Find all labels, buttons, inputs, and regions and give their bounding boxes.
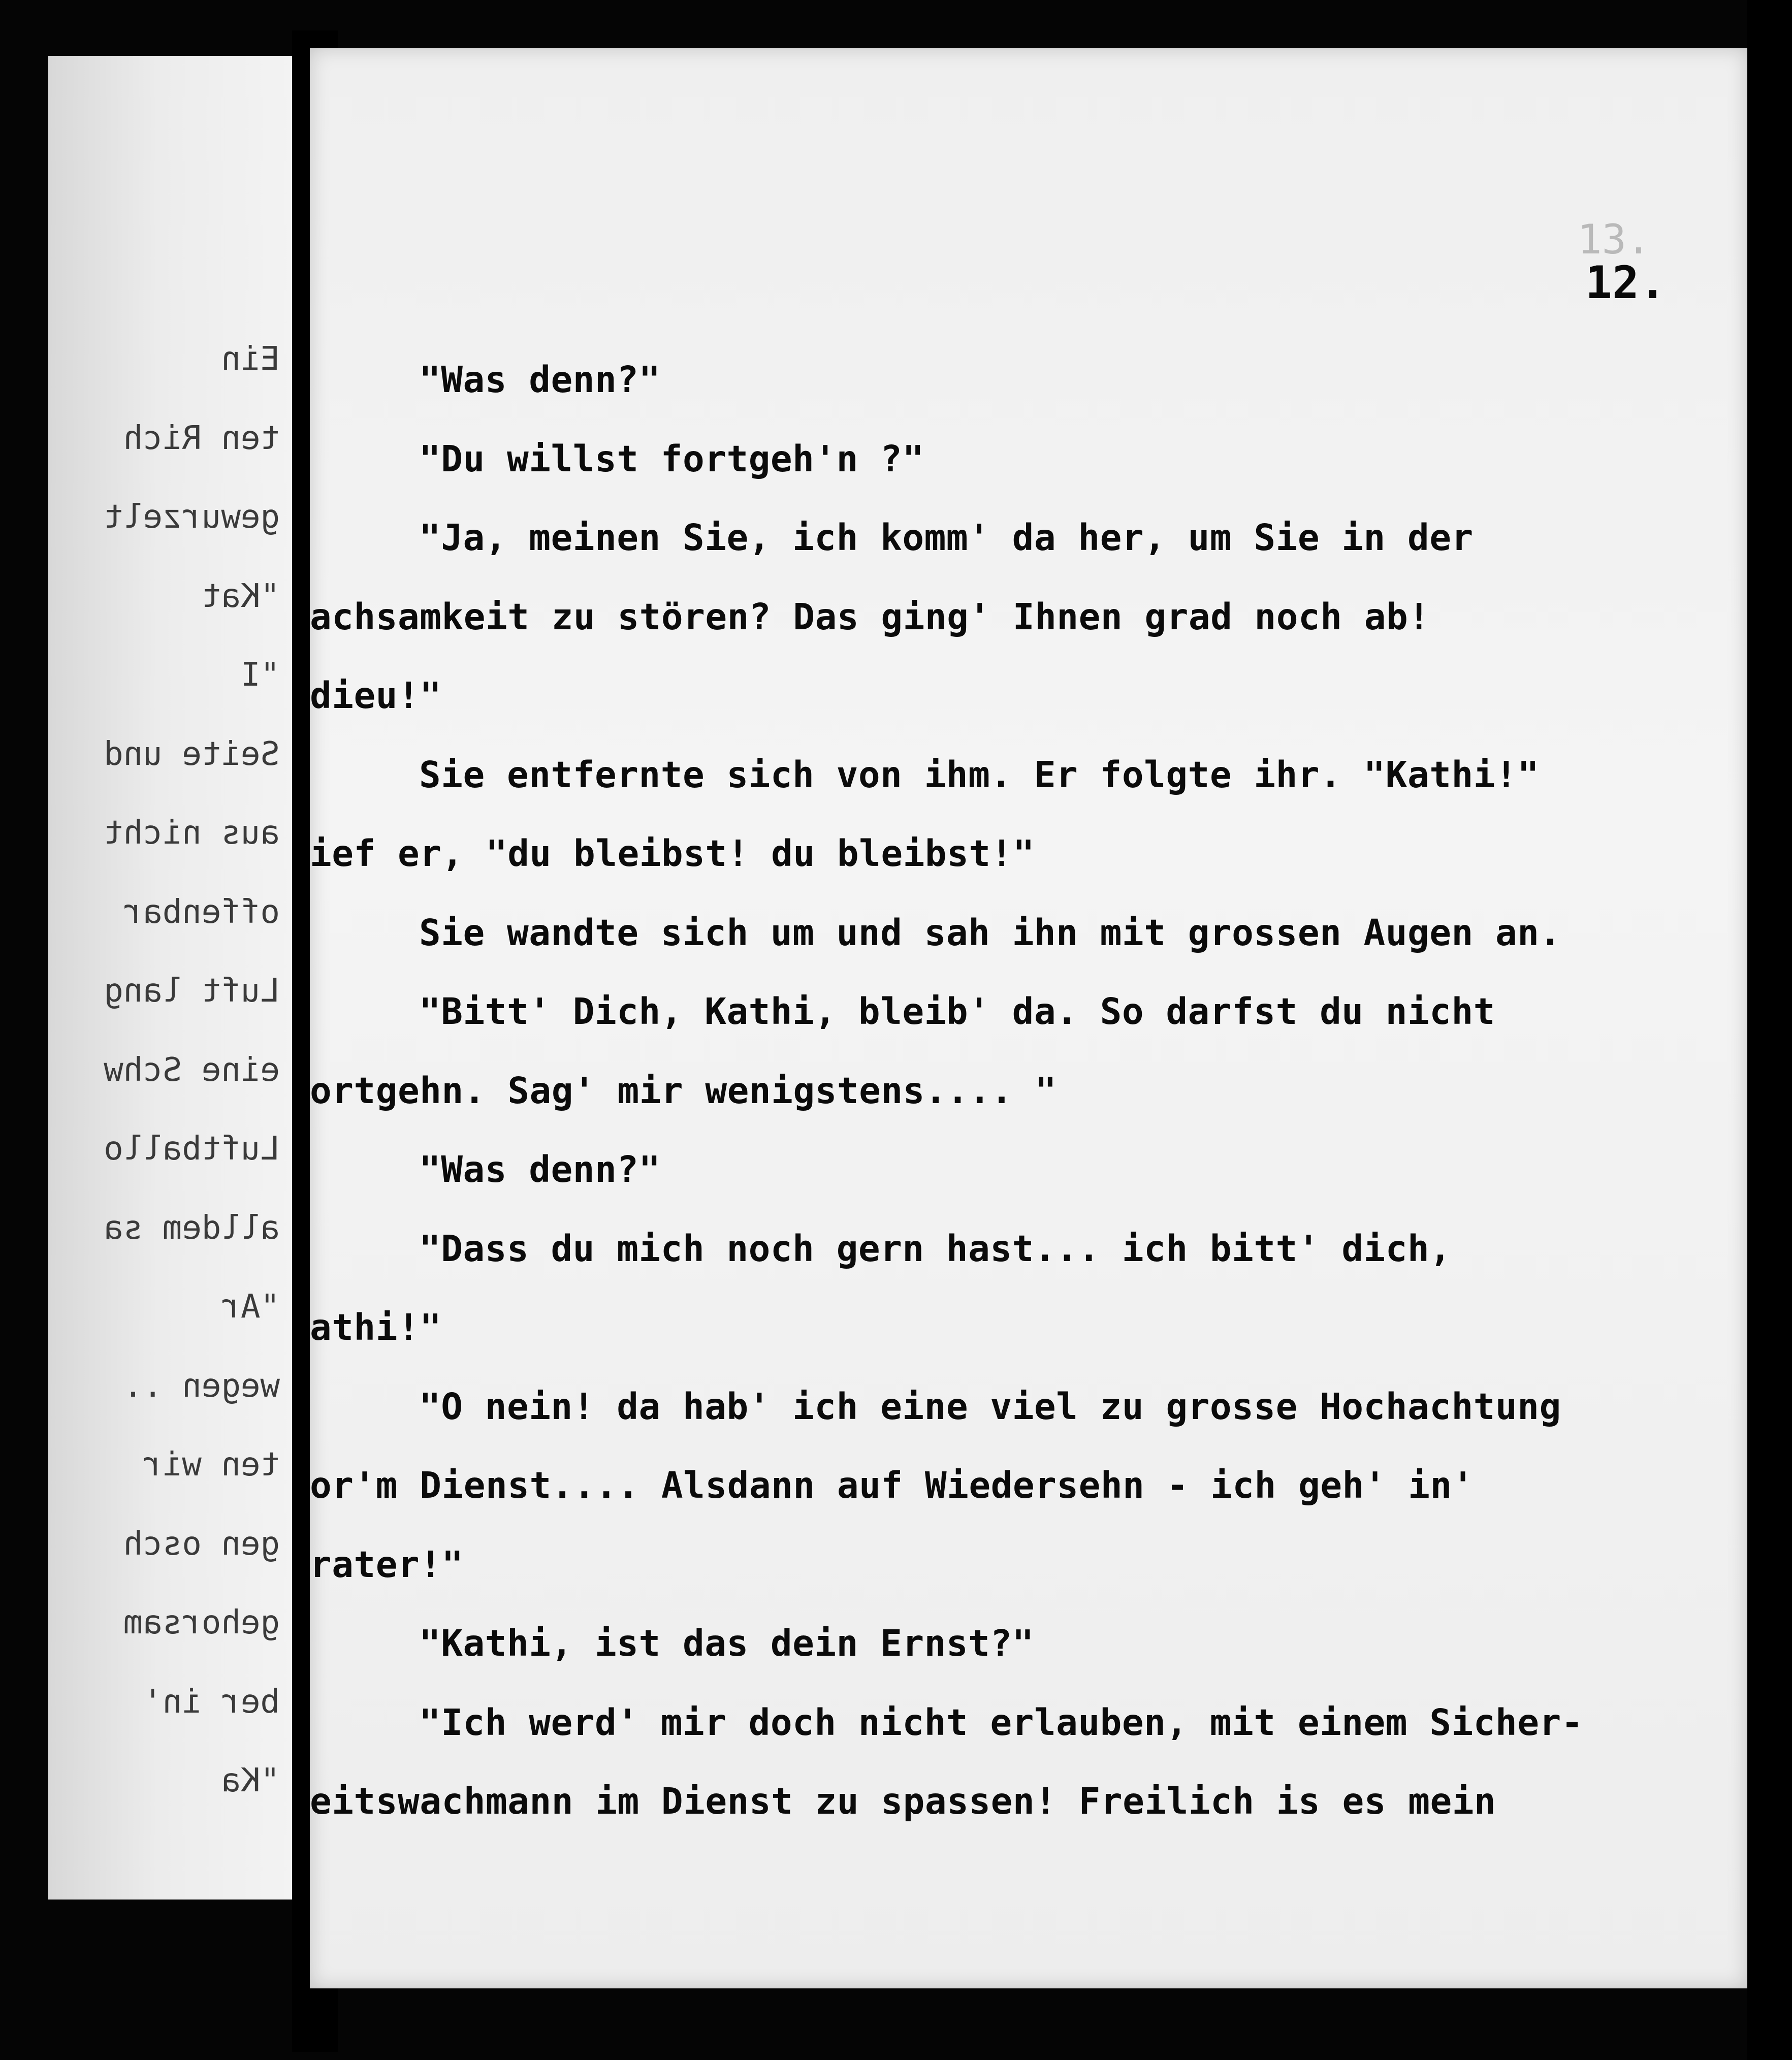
- previous-page-fragment: wegen ..: [123, 1367, 280, 1405]
- previous-page-text: [48, 320, 280, 1821]
- previous-page-fragment: eine Schw: [104, 1051, 280, 1089]
- body-text: [310, 340, 1747, 1841]
- ghost-page-number: 13.: [1577, 216, 1651, 263]
- previous-page-fragment: alldem sa: [104, 1209, 280, 1247]
- text-line: "Kathi, ist das dein Ernst?": [419, 1622, 1034, 1664]
- previous-page-fragment: Ein: [221, 340, 280, 378]
- text-line: "O nein! da hab' ich eine viel zu grosse Hochachtung: [419, 1385, 1561, 1428]
- text-line: dieu!": [310, 674, 442, 717]
- previous-page-fragment: Luft lang: [104, 972, 280, 1010]
- previous-page-fragment: gen osch: [123, 1525, 280, 1563]
- text-line: "Du willst fortgeh'n ?": [419, 437, 924, 480]
- text-line: ief er, "du bleibst! du bleibst!": [310, 832, 1035, 875]
- previous-page-fragment: Seite und: [104, 735, 280, 773]
- text-line: "Ich werd' mir doch nicht erlauben, mit einem Sicher-: [419, 1701, 1584, 1744]
- text-line: eitswachmann im Dienst zu spassen! Freilich is es mein: [310, 1780, 1496, 1822]
- text-line: "Was denn?": [419, 359, 661, 401]
- text-line: or'm Dienst.... Alsdann auf Wiedersehn - ich geh' in': [310, 1464, 1475, 1506]
- text-line: athi!": [310, 1306, 442, 1348]
- text-line: Sie wandte sich um und sah ihn mit grossen Augen an.: [419, 911, 1561, 954]
- previous-page-fragment: gehorsam: [123, 1604, 280, 1641]
- text-line: "Dass du mich noch gern hast... ich bitt' dich,: [419, 1227, 1452, 1270]
- previous-page-fragment: ten wir: [143, 1446, 280, 1484]
- previous-page-fragment: ber in': [143, 1683, 280, 1721]
- page-number: 12.: [1585, 256, 1666, 309]
- text-line: "Bitt' Dich, Kathi, bleib' da. So darfst du nicht: [419, 990, 1496, 1033]
- previous-page-reverse: [48, 56, 292, 1900]
- text-line: ortgehn. Sag' mir wenigstens.... ": [310, 1069, 1057, 1112]
- text-line: achsamkeit zu stören? Das ging' Ihnen grad noch ab!: [310, 595, 1430, 638]
- previous-page-fragment: ten Rich: [123, 419, 280, 457]
- scan-edge: [1747, 0, 1792, 2060]
- typewritten-page: [310, 48, 1747, 1988]
- previous-page-fragment: "I: [240, 656, 280, 694]
- previous-page-fragment: gewurzelt: [104, 498, 280, 536]
- previous-page-fragment: "Ka: [221, 1762, 280, 1799]
- previous-page-fragment: "Kat: [201, 577, 280, 615]
- previous-page-fragment: offenbar: [123, 893, 280, 931]
- previous-page-fragment: aus nicht: [104, 814, 280, 852]
- text-line: Sie entfernte sich von ihm. Er folgte ihr. "Kathi!": [419, 753, 1540, 796]
- text-line: "Ja, meinen Sie, ich komm' da her, um Sie in der: [419, 517, 1474, 559]
- previous-page-fragment: Luftballo: [104, 1130, 280, 1168]
- text-line: "Was denn?": [419, 1148, 661, 1190]
- text-line: rater!": [310, 1543, 464, 1586]
- previous-page-fragment: "Ar: [221, 1288, 280, 1326]
